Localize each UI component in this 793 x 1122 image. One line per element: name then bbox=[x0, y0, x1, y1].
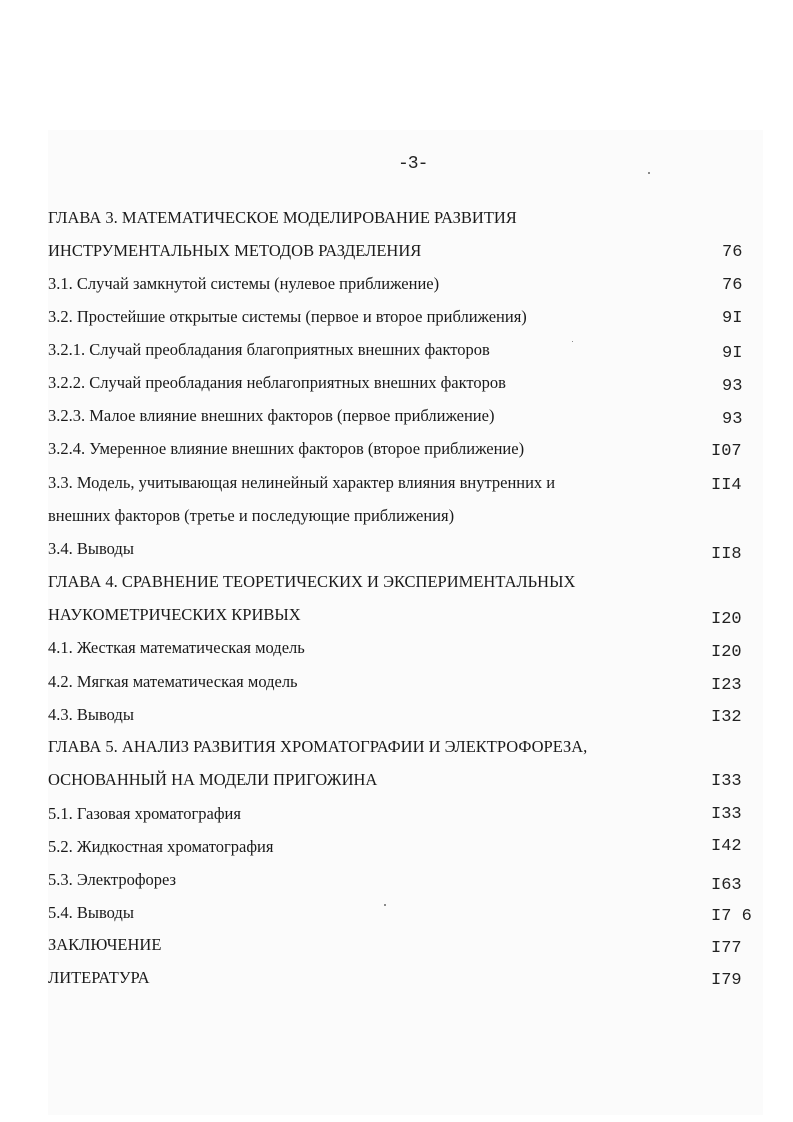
toc-entry-text: ОСНОВАННЫЙ НА МОДЕЛИ ПРИГОЖИНА bbox=[48, 770, 378, 789]
toc-page-number: I42 bbox=[711, 837, 742, 856]
toc-page-number: I07 bbox=[711, 442, 742, 461]
toc-page-number: 9I bbox=[722, 309, 743, 328]
page-number: -3- bbox=[398, 154, 428, 174]
scan-speck bbox=[384, 904, 386, 906]
toc-entry-text: 4.3. Выводы bbox=[48, 705, 134, 724]
toc-entry-text: ГЛАВА 4. СРАВНЕНИЕ ТЕОРЕТИЧЕСКИХ И ЭКСПЕРИМЕНТАЛЬНЫХ bbox=[48, 572, 576, 591]
toc-entry-text: 5.4. Выводы bbox=[48, 903, 134, 922]
toc-entry-text: ИНСТРУМЕНТАЛЬНЫХ МЕТОДОВ РАЗДЕЛЕНИЯ bbox=[48, 241, 422, 260]
toc-page-number: I20 bbox=[711, 610, 742, 629]
toc-page-number: 76 bbox=[722, 276, 743, 295]
toc-entry-text: 4.2. Мягкая математическая модель bbox=[48, 672, 298, 691]
toc-page-number: 93 bbox=[722, 410, 743, 429]
toc-entry-text: ЗАКЛЮЧЕНИЕ bbox=[48, 935, 162, 954]
toc-entry-text: 5.1. Газовая хроматография bbox=[48, 804, 241, 823]
toc-page-number: 93 bbox=[722, 377, 743, 396]
toc-page-number: I23 bbox=[711, 676, 742, 695]
toc-entry-text: 5.2. Жидкостная хроматография bbox=[48, 837, 274, 856]
toc-page-number: II4 bbox=[711, 476, 742, 495]
toc-entry-text: 3.2.1. Случай преобладания благоприятных внешних факторов bbox=[48, 340, 490, 359]
toc-page-number: 9I bbox=[722, 344, 743, 363]
toc-entry-text: 3.2.3. Малое влияние внешних факторов (первое приближение) bbox=[48, 406, 495, 425]
toc-entry-text: 3.2.4. Умеренное влияние внешних факторов (второе приближение) bbox=[48, 439, 525, 458]
toc-entry-text: 3.3. Модель, учитывающая нелинейный характер влияния внутренних и bbox=[48, 473, 556, 492]
toc-page-number: I33 bbox=[711, 805, 742, 824]
toc-entry-text: 3.4. Выводы bbox=[48, 539, 134, 558]
toc-page-number: I77 bbox=[711, 939, 742, 958]
toc-entry-text: ГЛАВА 5. АНАЛИЗ РАЗВИТИЯ ХРОМАТОГРАФИИ И ЭЛЕКТРОФОРЕЗА, bbox=[48, 737, 588, 756]
toc-page-number: I7 6 bbox=[711, 907, 752, 926]
scan-speck bbox=[572, 341, 573, 342]
toc-entry-text: 5.3. Электрофорез bbox=[48, 870, 177, 889]
toc-entry-text: 4.1. Жесткая математическая модель bbox=[48, 638, 305, 657]
toc-page-number: 76 bbox=[722, 243, 743, 262]
toc-page-number: I79 bbox=[711, 971, 742, 990]
toc-page-number: II8 bbox=[711, 545, 742, 564]
toc-page-number: I63 bbox=[711, 876, 742, 895]
toc-entry-text: 3.2.2. Случай преобладания неблагоприятных внешних факторов bbox=[48, 373, 506, 392]
scan-speck bbox=[648, 172, 650, 174]
toc-page-number: I33 bbox=[711, 772, 742, 791]
toc-entry-text: ЛИТЕРАТУРА bbox=[48, 968, 150, 987]
toc-entry-text: ГЛАВА 3. МАТЕМАТИЧЕСКОЕ МОДЕЛИРОВАНИЕ РАЗВИТИЯ bbox=[48, 208, 517, 227]
toc-page-number: I20 bbox=[711, 643, 742, 662]
toc-entry-text: НАУКОМЕТРИЧЕСКИХ КРИВЫХ bbox=[48, 605, 301, 624]
toc-page-number: I32 bbox=[711, 708, 742, 727]
toc-entry-text: 3.1. Случай замкнутой системы (нулевое приближение) bbox=[48, 274, 440, 293]
toc-entry-text: внешних факторов (третье и последующие приближения) bbox=[48, 506, 455, 525]
toc-entry-text: 3.2. Простейшие открытые системы (первое и второе приближения) bbox=[48, 307, 527, 326]
